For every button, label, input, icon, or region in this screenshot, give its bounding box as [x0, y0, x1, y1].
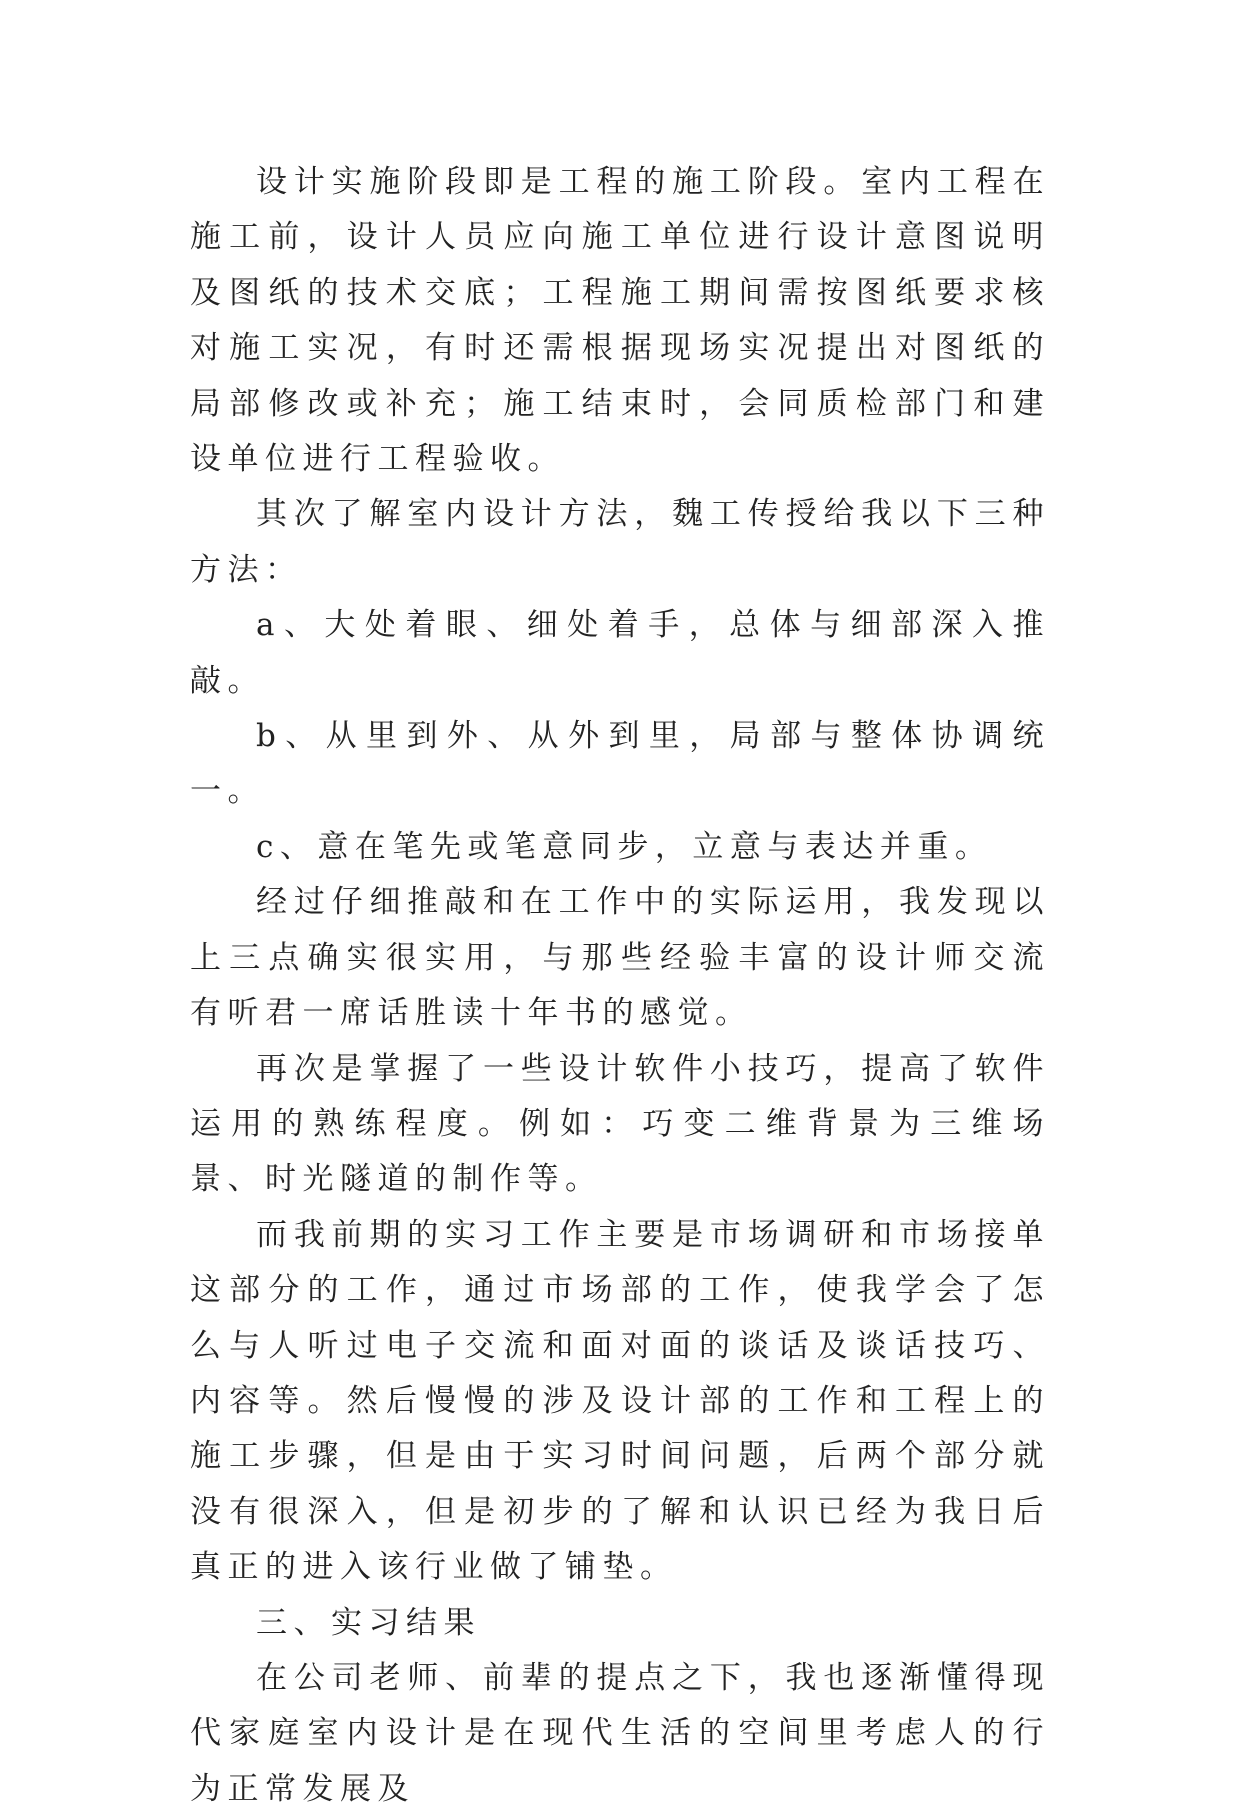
- paragraph-early-internship: 而我前期的实习工作主要是市场调研和市场接单这部分的工作，通过市场部的工作，使我学会了怎么与人听过电子交流和面对面的谈话及谈话技巧、内容等。然后慢慢的涉及设计部的工作和工程上的施工步骤，但是由于实习时间问题，后两个部分就没有很深入，但是初步的了解和认识已经为我日后真正的进入该行业做了铺垫。: [190, 1216, 1050, 1586]
- paragraph-design-methods-intro: 其次了解室内设计方法，魏工传授给我以下三种方法：: [190, 496, 1050, 588]
- paragraph-construction-phase: 设计实施阶段即是工程的施工阶段。室内工程在施工前，设计人员应向施工单位进行设计意图说明及图纸的技术交底；工程施工期间需按图纸要求核对施工实况，有时还需根据现场实况提出对图纸的局部修改或补充；施工结束时，会同质检部门和建设单位进行工程验收。: [190, 164, 1050, 478]
- paragraph-practical-use: 经过仔细推敲和在工作中的实际运用，我发现以上三点确实很实用，与那些经验丰富的设计师交流有听君一席话胜读十年书的感觉。: [190, 884, 1050, 1032]
- paragraph-software-skills: 再次是掌握了一些设计软件小技巧，提高了软件运用的熟练程度。例如：巧变二维背景为三维场景、时光隧道的制作等。: [190, 1050, 1050, 1198]
- list-item-method-a: a、大处着眼、细处着手，总体与细部深入推敲。: [190, 607, 1050, 699]
- body-text: [190, 155, 1050, 1817]
- list-item-method-b: b、从里到外、从外到里，局部与整体协调统一。: [190, 718, 1050, 810]
- list-item-method-c: c、意在笔先或笔意同步，立意与表达并重。: [256, 828, 993, 865]
- section-heading-results: 三、实习结果: [256, 1604, 481, 1641]
- paragraph-results: 在公司老师、前辈的提点之下，我也逐渐懂得现代家庭室内设计是在现代生活的空间里考虑人的行为正常发展及: [190, 1659, 1050, 1807]
